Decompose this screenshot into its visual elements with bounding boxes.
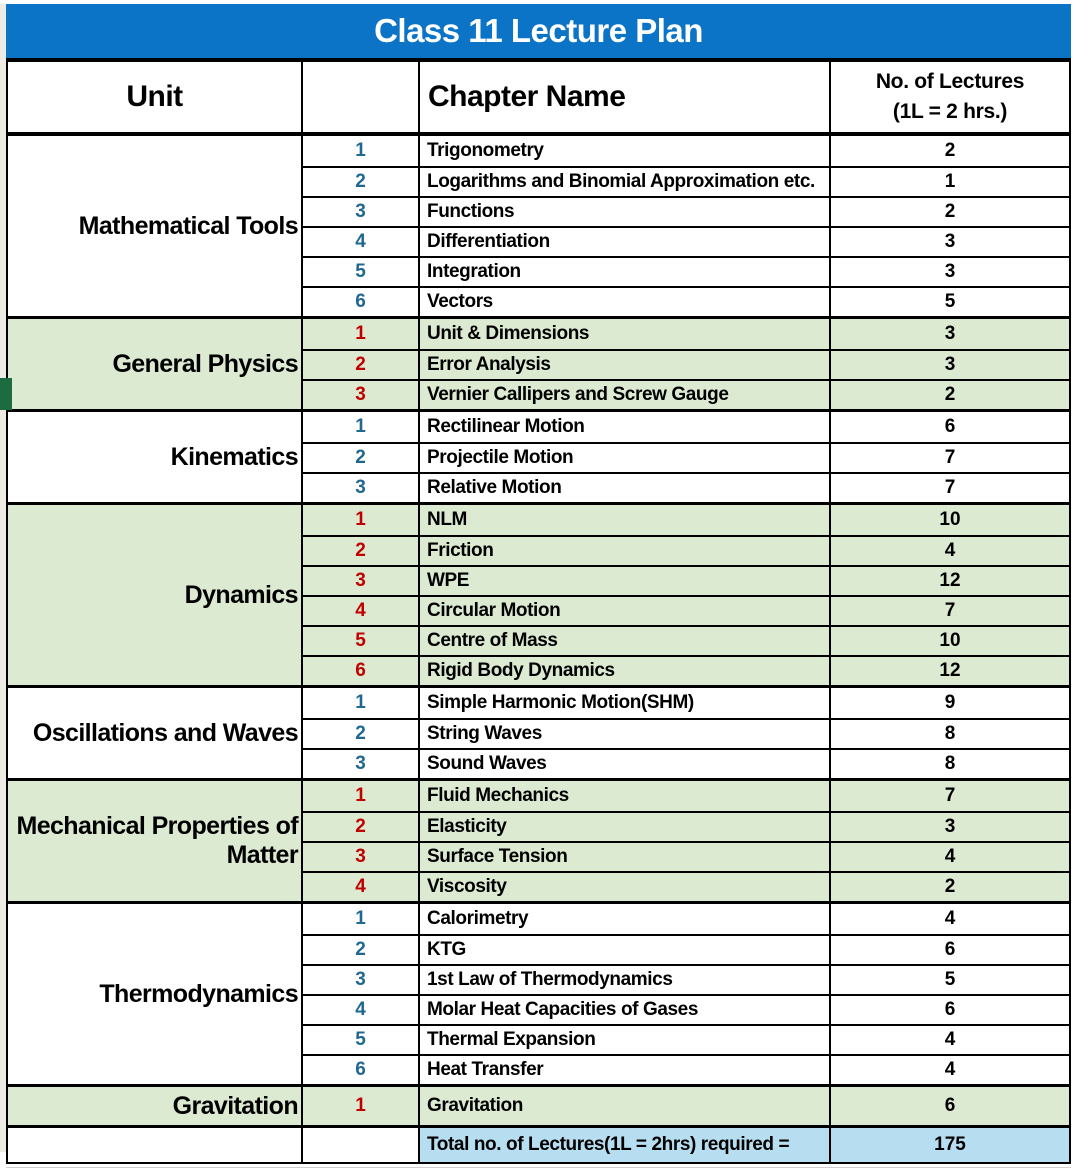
chapter-name: Projectile Motion <box>420 442 831 472</box>
unit-name: Dynamics <box>8 505 303 685</box>
chapter-number: 4 <box>303 871 420 901</box>
table-header-row <box>8 62 1069 136</box>
chapter-number: 1 <box>303 1087 420 1125</box>
lecture-count: 7 <box>944 785 956 806</box>
unit-name: Kinematics <box>8 412 303 502</box>
unit-name: Mathematical Tools <box>8 136 303 316</box>
chapter-number: 2 <box>303 166 420 196</box>
unit-section <box>8 319 1069 412</box>
footer-strip <box>6 1164 1071 1168</box>
chapter-name: Functions <box>420 196 831 226</box>
chapter-number: 5 <box>303 1024 420 1054</box>
chapter-number: 4 <box>303 595 420 625</box>
total-lectures-value: 175 <box>831 1128 1069 1162</box>
total-unit-spacer <box>8 1128 303 1162</box>
lecture-count: 2 <box>831 871 1069 901</box>
lecture-count: 4 <box>831 535 1069 565</box>
header-chapter-name: Chapter Name <box>420 62 831 132</box>
header-number-spacer <box>303 62 420 132</box>
lecture-count: 10 <box>939 509 961 530</box>
lecture-count: 12 <box>831 655 1069 685</box>
chapter-name: Surface Tension <box>420 841 831 871</box>
left-edge-strip <box>0 4 6 1152</box>
chapter-name: Viscosity <box>420 871 831 901</box>
chapter-name: Rigid Body Dynamics <box>420 655 831 685</box>
chapter-name: Differentiation <box>420 226 831 256</box>
unit-name: Gravitation <box>8 1087 303 1125</box>
chapter-name: Error Analysis <box>420 349 831 379</box>
chapter-name: String Waves <box>420 718 831 748</box>
chapter-number: 3 <box>303 472 420 502</box>
chapter-name: Molar Heat Capacities of Gases <box>420 994 831 1024</box>
chapter-name: Fluid Mechanics <box>420 781 831 811</box>
unit-name: Oscillations and Waves <box>8 688 303 778</box>
total-label: Total no. of Lectures(1L = 2hrs) required = <box>420 1128 831 1162</box>
chapter-name: Relative Motion <box>420 472 831 502</box>
lecture-count: 2 <box>831 196 1069 226</box>
lecture-count: 1 <box>831 166 1069 196</box>
chapter-name: Heat Transfer <box>420 1054 831 1084</box>
chapter-name: Vernier Callipers and Screw Gauge <box>420 379 831 409</box>
chapter-number: 2 <box>303 442 420 472</box>
lecture-count: 7 <box>831 442 1069 472</box>
lecture-count: 5 <box>831 964 1069 994</box>
chapter-number: 2 <box>303 349 420 379</box>
chapter-name: Trigonometry <box>420 136 831 166</box>
chapter-number: 2 <box>303 535 420 565</box>
lecture-count: 7 <box>831 595 1069 625</box>
chapter-number: 3 <box>303 379 420 409</box>
chapter-number: 5 <box>303 625 420 655</box>
title-bar <box>6 4 1071 58</box>
chapter-number: 1 <box>303 136 420 166</box>
lecture-count: 2 <box>831 379 1069 409</box>
chapter-number: 4 <box>303 994 420 1024</box>
lecture-count: 5 <box>831 286 1069 316</box>
chapter-number: 4 <box>303 226 420 256</box>
total-row <box>8 1128 1069 1162</box>
header-lectures-line1: No. of Lectures <box>875 69 1025 93</box>
unit-name: Mechanical Properties of Matter <box>8 781 303 901</box>
lecture-count: 10 <box>831 625 1069 655</box>
chapter-number: 3 <box>303 964 420 994</box>
chapter-name: Vectors <box>420 286 831 316</box>
green-tab-marker <box>0 378 12 410</box>
lecture-count: 8 <box>831 748 1069 778</box>
lecture-count: 3 <box>831 256 1069 286</box>
chapter-name: Gravitation <box>420 1087 831 1125</box>
unit-section <box>8 688 1069 781</box>
chapter-name: Thermal Expansion <box>420 1024 831 1054</box>
table-body <box>8 136 1069 1128</box>
lecture-count: 4 <box>831 1054 1069 1084</box>
chapter-name: Elasticity <box>420 811 831 841</box>
unit-section <box>8 1087 1069 1128</box>
total-number-spacer <box>303 1128 420 1162</box>
lecture-count: 8 <box>831 718 1069 748</box>
chapter-name: Unit & Dimensions <box>420 319 831 349</box>
lecture-count: 6 <box>944 416 956 437</box>
chapter-number: 2 <box>303 718 420 748</box>
unit-section <box>8 781 1069 904</box>
chapter-name: KTG <box>420 934 831 964</box>
chapter-name: Simple Harmonic Motion(SHM) <box>420 688 831 718</box>
lecture-count: 12 <box>831 565 1069 595</box>
lecture-count: 3 <box>831 811 1069 841</box>
chapter-name: 1st Law of Thermodynamics <box>420 964 831 994</box>
chapter-name: WPE <box>420 565 831 595</box>
lecture-count: 3 <box>831 226 1069 256</box>
chapter-number: 3 <box>303 841 420 871</box>
page-title: Class 11 Lecture Plan <box>374 12 703 49</box>
chapter-name: Friction <box>420 535 831 565</box>
chapter-number: 1 <box>303 505 420 535</box>
lecture-count: 6 <box>944 1095 956 1116</box>
header-no-of-lectures <box>831 62 1069 132</box>
chapter-number: 6 <box>303 286 420 316</box>
chapter-number: 1 <box>303 904 420 934</box>
chapter-number: 1 <box>303 412 420 442</box>
lecture-count: 3 <box>944 323 956 344</box>
header-lectures-line2: (1L = 2 hrs.) <box>892 100 1008 123</box>
chapter-number: 6 <box>303 1054 420 1084</box>
lecture-count: 4 <box>831 1024 1069 1054</box>
chapter-name: Centre of Mass <box>420 625 831 655</box>
chapter-name: Integration <box>420 256 831 286</box>
chapter-name: NLM <box>420 505 831 535</box>
chapter-name: Logarithms and Binomial Approximation etc. <box>420 166 831 196</box>
chapter-name: Circular Motion <box>420 595 831 625</box>
chapter-name: Sound Waves <box>420 748 831 778</box>
unit-section <box>8 412 1069 505</box>
lecture-count: 3 <box>831 349 1069 379</box>
chapter-number: 3 <box>303 748 420 778</box>
lecture-count: 6 <box>831 994 1069 1024</box>
page <box>0 4 1076 1155</box>
chapter-name: Rectilinear Motion <box>420 412 831 442</box>
lecture-count: 4 <box>831 841 1069 871</box>
chapter-number: 1 <box>303 781 420 811</box>
unit-name: General Physics <box>8 319 303 409</box>
lecture-plan-table <box>6 58 1071 1164</box>
chapter-number: 1 <box>303 688 420 718</box>
lecture-count: 7 <box>831 472 1069 502</box>
chapter-number: 2 <box>303 934 420 964</box>
unit-name: Thermodynamics <box>8 904 303 1084</box>
lecture-count: 9 <box>944 692 956 713</box>
chapter-number: 6 <box>303 655 420 685</box>
chapter-number: 2 <box>303 811 420 841</box>
unit-section <box>8 505 1069 688</box>
chapter-number: 3 <box>303 565 420 595</box>
lecture-count: 4 <box>944 908 956 929</box>
lecture-count: 6 <box>831 934 1069 964</box>
header-unit: Unit <box>8 62 303 132</box>
chapter-name: Calorimetry <box>420 904 831 934</box>
chapter-number: 5 <box>303 256 420 286</box>
unit-section <box>8 904 1069 1087</box>
unit-section <box>8 136 1069 319</box>
chapter-number: 1 <box>303 319 420 349</box>
lecture-count: 2 <box>944 140 956 161</box>
chapter-number: 3 <box>303 196 420 226</box>
